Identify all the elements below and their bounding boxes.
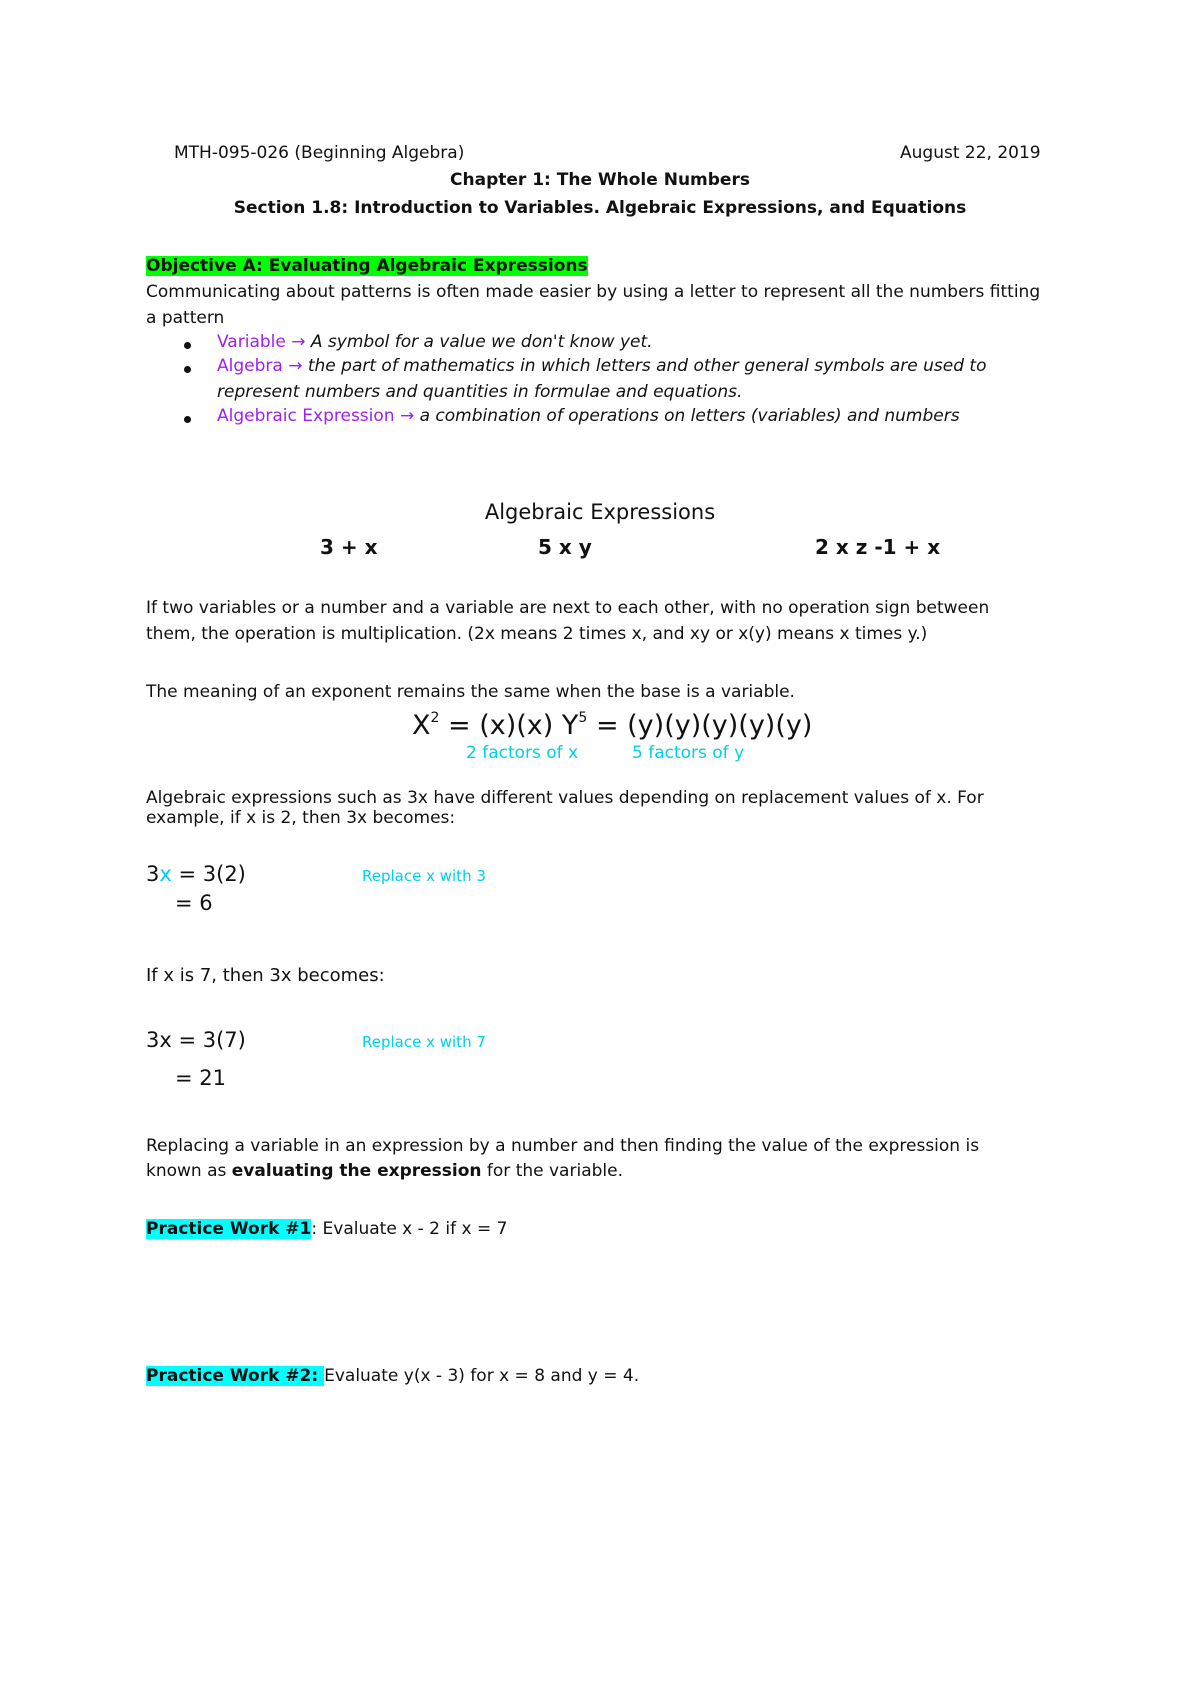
expression-item: 5 x y: [538, 535, 592, 559]
practice-label: Practice Work #1: [146, 1219, 312, 1239]
expressions-heading: Algebraic Expressions: [484, 500, 716, 524]
example1-result: = 6: [175, 891, 213, 915]
practice-text: Evaluate y(x - 3) for x = 8 and y = 4.: [324, 1366, 640, 1386]
practice-work-2: [146, 1366, 639, 1386]
course-name: MTH-095-026 (Beginning Algebra): [174, 143, 465, 163]
practice-text: : Evaluate x - 2 if x = 7: [311, 1219, 508, 1239]
bullet-icon: [184, 342, 191, 349]
expression-item: 2 x z -1 + x: [815, 535, 941, 559]
evaluating-note-pre: known as: [146, 1161, 232, 1181]
x-exponent: 2: [430, 710, 440, 726]
evaluation-intro-line2: example, if x is 2, then 3x becomes:: [146, 808, 456, 828]
chapter-title: Chapter 1: The Whole Numbers: [450, 170, 750, 190]
multiplication-note-line2: them, the operation is multiplication. (2x means 2 times x, and xy or x(y) means x times y.): [146, 624, 928, 644]
objective-heading: [146, 256, 588, 276]
example1-coefficient: 3: [146, 862, 160, 886]
definition-term: Algebraic Expression →: [217, 406, 415, 426]
objective-intro-line2: a pattern: [146, 308, 225, 328]
definition-text: the part of mathematics in which letters and other general symbols are used to: [307, 356, 987, 376]
document-date: August 22, 2019: [900, 143, 1041, 163]
bullet-icon: [184, 366, 191, 373]
practice-work-1: [146, 1219, 507, 1239]
example2-intro: If x is 7, then 3x becomes:: [146, 965, 385, 986]
definition-term: Variable →: [217, 332, 306, 352]
exponent-equation: [412, 710, 812, 741]
y-expansion: = (y)(y)(y)(y)(y): [595, 710, 813, 741]
y-base: Y: [561, 710, 579, 741]
x-factors-note: 2 factors of x: [466, 743, 579, 763]
bullet-icon: [184, 416, 191, 423]
example1-rhs: = 3(2): [171, 862, 246, 886]
x-expansion: = (x)(x): [448, 710, 554, 741]
example1-note: Replace x with 3: [362, 867, 486, 885]
definition-term: Algebra →: [217, 356, 303, 376]
definition-text: A symbol for a value we don't know yet.: [310, 332, 653, 352]
evaluating-note-post: for the variable.: [481, 1161, 623, 1181]
definition-text-continued: represent numbers and quantities in formulae and equations.: [217, 382, 743, 402]
evaluation-intro-line1: Algebraic expressions such as 3x have different values depending on replacement values of x. For: [146, 788, 984, 808]
definition-algebra: [217, 356, 987, 376]
evaluating-note-line1: Replacing a variable in an expression by a number and then finding the value of the expression is: [146, 1136, 980, 1156]
definition-algebraic-expression: [217, 406, 960, 426]
evaluating-note-term: evaluating the expression: [231, 1161, 482, 1181]
y-exponent: 5: [578, 710, 588, 726]
example2-result: = 21: [175, 1066, 226, 1090]
x-base: X: [412, 710, 431, 741]
definition-text: a combination of operations on letters (variables) and numbers: [419, 406, 960, 426]
section-title: Section 1.8: Introduction to Variables. Algebraic Expressions, and Equations: [233, 198, 967, 218]
example1-equation: [146, 862, 246, 886]
objective-intro-line1: Communicating about patterns is often made easier by using a letter to represent all the numbers fitting: [146, 282, 1041, 302]
multiplication-note-line1: If two variables or a number and a variable are next to each other, with no operation sign between: [146, 598, 990, 618]
example1-variable: x: [159, 862, 172, 886]
example2-note: Replace x with 7: [362, 1033, 486, 1051]
example2-equation: 3x = 3(7): [146, 1028, 246, 1052]
y-factors-note: 5 factors of y: [632, 743, 745, 763]
definition-variable: [217, 332, 653, 352]
practice-label: Practice Work #2:: [146, 1366, 325, 1386]
objective-title: Objective A: Evaluating Algebraic Expressions: [146, 256, 588, 276]
evaluating-note-line2: [146, 1161, 623, 1181]
expression-item: 3 + x: [320, 535, 378, 559]
exponent-intro: The meaning of an exponent remains the same when the base is a variable.: [146, 682, 795, 702]
